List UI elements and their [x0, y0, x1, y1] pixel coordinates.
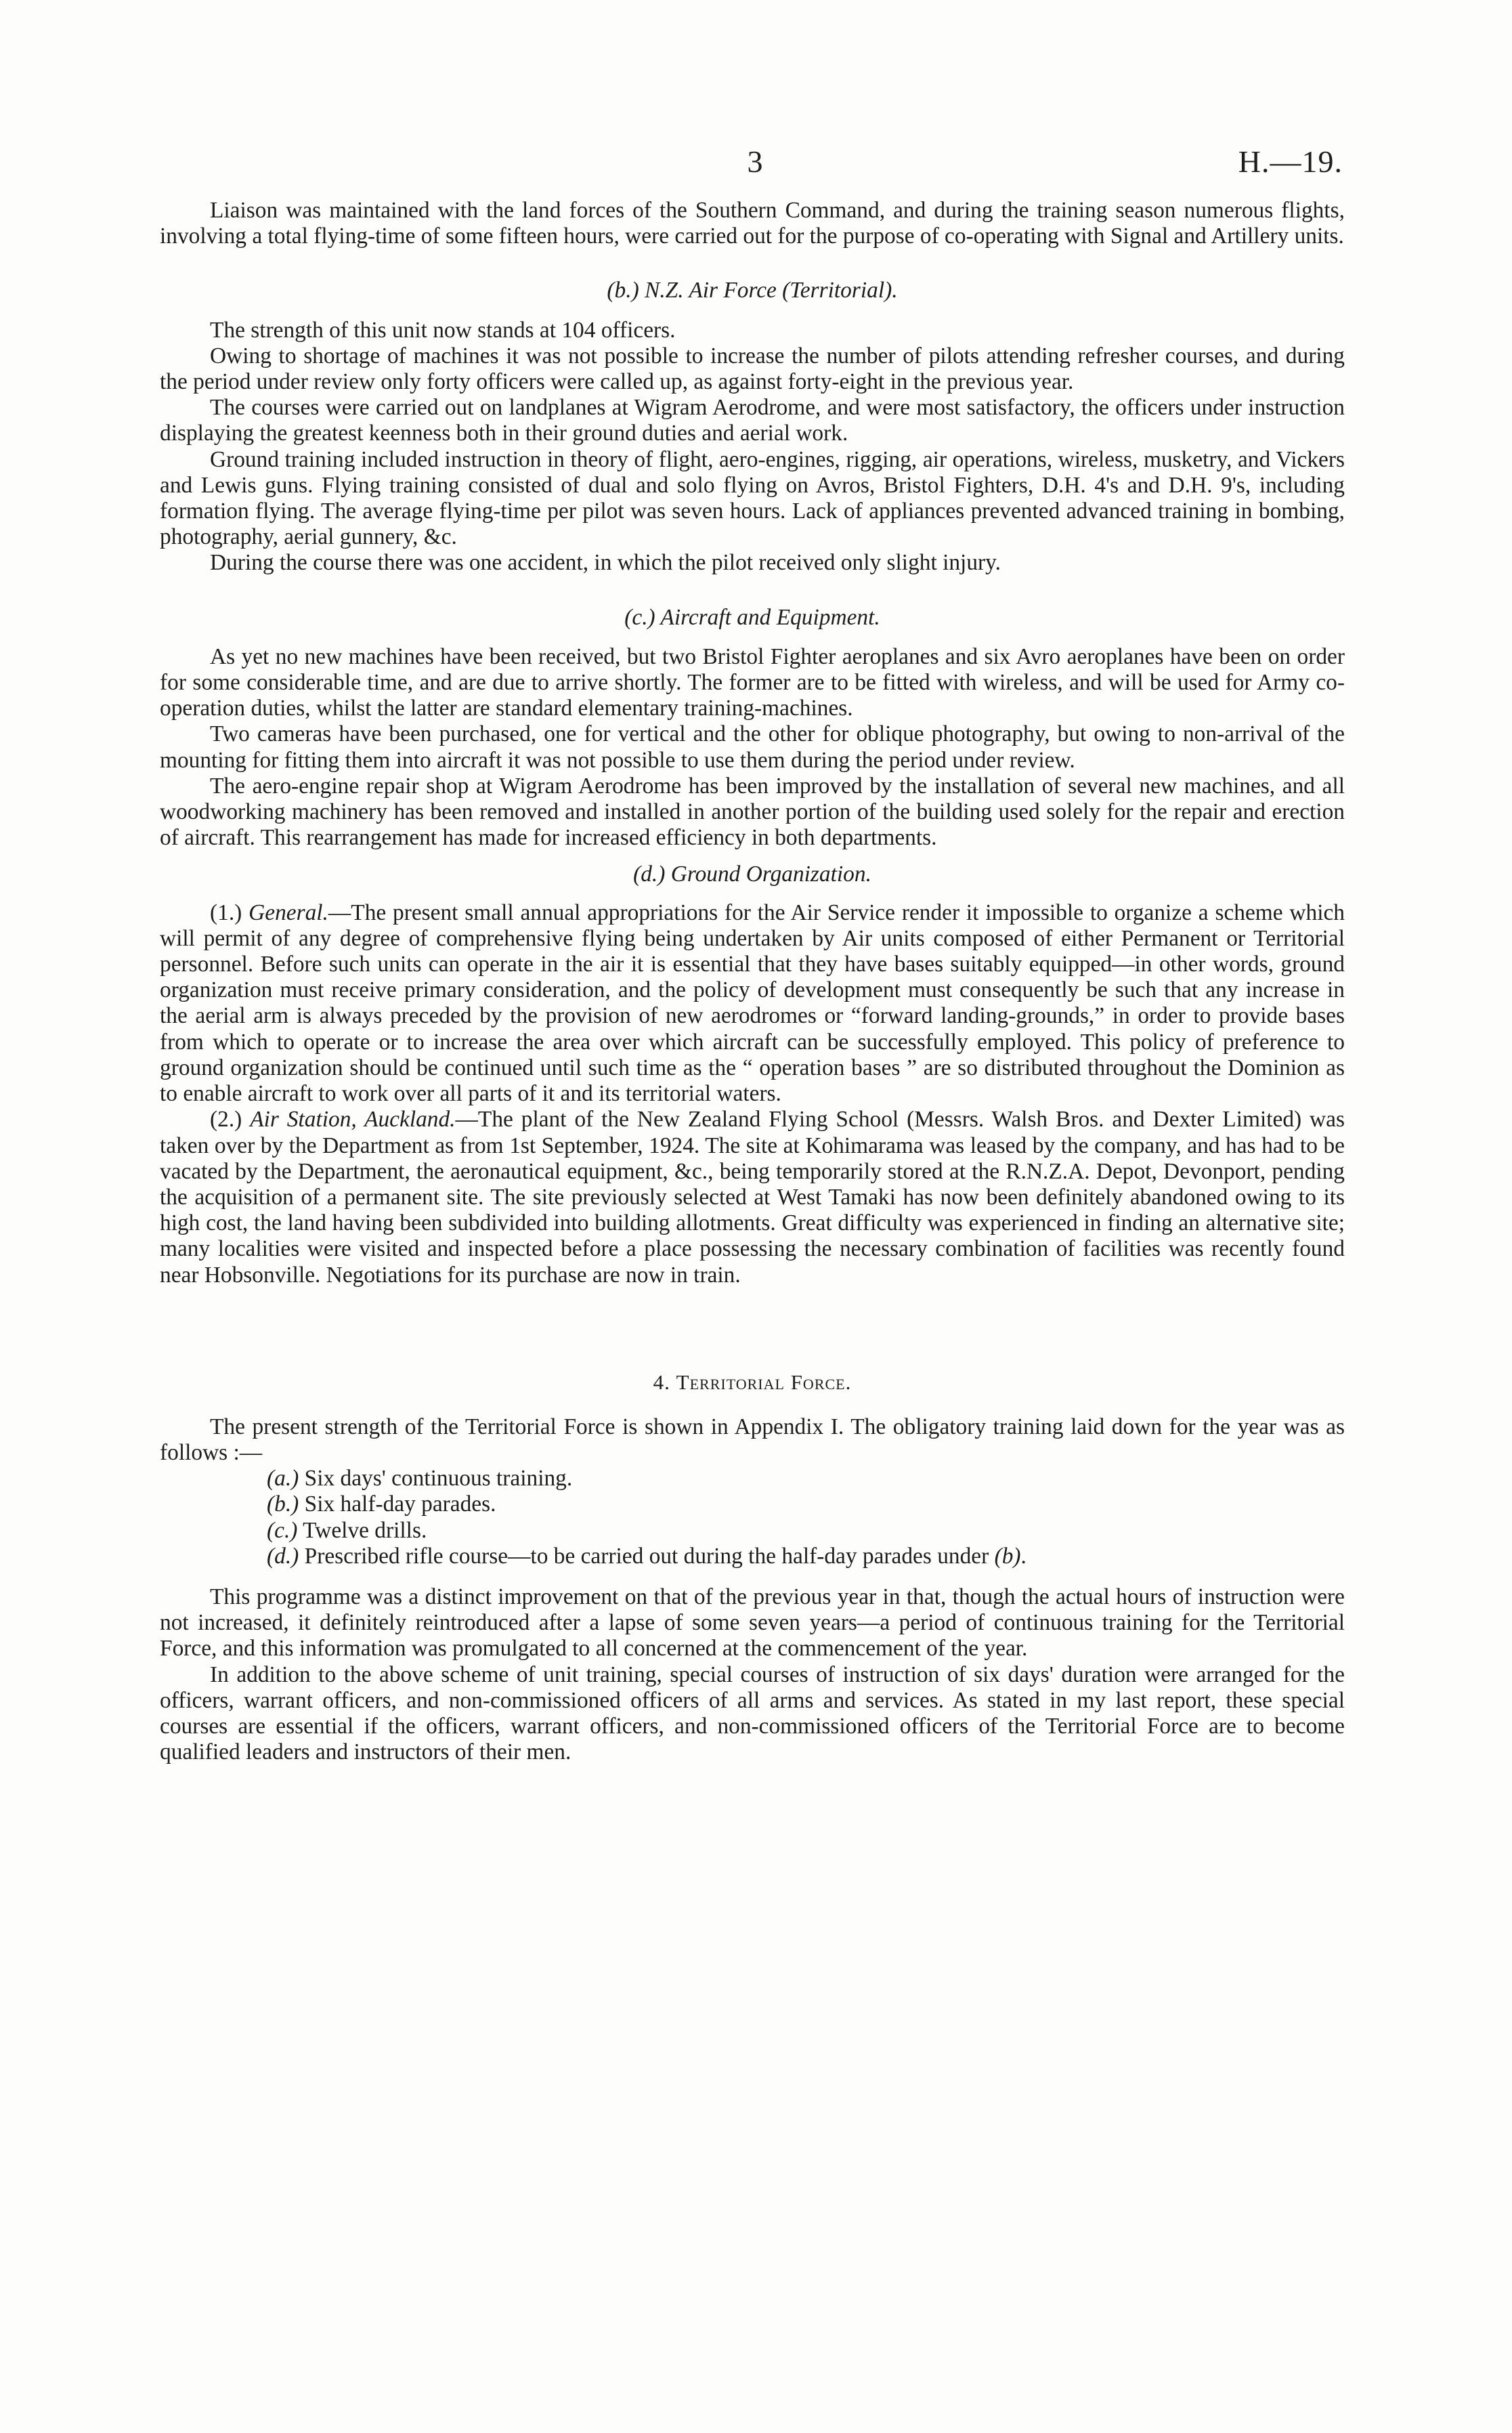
report-id: H.—19. — [1238, 144, 1343, 179]
list-item — [267, 1518, 1345, 1544]
section-4-paragraph: This programme was a distinct improvement on that of the previous year in that, though the actual hours of instruction were not increased, it definitely reintroduced after a lapse of some seven years—a period of continuous training for the Territorial Force, and this information was promulgated to all concerned at the commencement of the year. — [160, 1584, 1345, 1662]
list-item-ref: (b) — [994, 1543, 1021, 1569]
general-text: —The present small annual appropriations for the Air Service render it impossible to organize a scheme which will permit of any degree of comprehensive flying being undertaken by Air units composed of either Permanent or Territorial personnel. Before such units can operate in the air it is essential that they have bases suitably equipped—in other words, ground organization must receive primary consideration, and the policy of development must consequently be such that any increase in the aerial arm is always preceded by the provision of new aerodromes or “forward landing-grounds,” in order to provide bases from which to operate or to increase the area over which aircraft can be successfully employed. This policy of preference to ground organization should be continued until such time as the “ operation bases ” are so distributed throughout the Dominion as to enable aircraft to work over all parts of it and its territorial waters. — [160, 900, 1345, 1107]
general-number: (1.) — [210, 900, 242, 925]
section-c-heading: (c.) Aircraft and Equipment. — [624, 604, 880, 630]
list-item-text: Six half-day parades. — [304, 1491, 496, 1517]
list-item — [267, 1544, 1345, 1569]
air-station-number: (2.) — [210, 1107, 242, 1133]
list-item — [267, 1491, 1345, 1517]
list-item-mark: (b.) — [267, 1491, 299, 1517]
air-station-text: —The plant of the New Zealand Flying School (Messrs. Walsh Bros. and Dexter Limited) was taken over by the Department as from 1st September, 1924. The site at Kohimarama was leased by the company, and has had to be vacated by the Department, the aeronautical equipment, &c., being temporarily stored at the R.N.Z.A. Depot, Devonport, pending the acquisition of a permanent site. The site previously selected at West Tamaki has now been definitely abandoned owing to its high cost, the land having been subdivided into building allotments. Great difficulty was experienced in finding an alternative site; many localities were visited and inspected before a place possessing the necessary combination of facilities was recently found near Hobsonville. Negotiations for its purchase are now in train. — [160, 1107, 1345, 1288]
section-c-paragraph: The aero-engine repair shop at Wigram Aerodrome has been improved by the installation of several new machines, and all woodworking machinery has been removed and installed in another portion of the building used solely for the repair and erection of aircraft. This rearrangement has made for increased efficiency in both departments. — [160, 773, 1345, 851]
section-d-heading: (d.) Ground Organization. — [633, 862, 871, 887]
list-item-text: Six days' continuous training. — [304, 1466, 573, 1491]
liaison-paragraph: Liaison was maintained with the land forces of the Southern Command, and during the training season numerous flights, involving a total flying-time of some fifteen hours, were carried out for the purpose of co-operating with Signal and Artillery units. — [160, 198, 1345, 249]
air-station-paragraph — [160, 1107, 1345, 1288]
section-b-paragraph: The courses were carried out on landplanes at Wigram Aerodrome, and were most satisfactory, the officers under instruction displaying the greatest keenness both in their ground duties and aerial work. — [160, 395, 1345, 446]
section-4-title: Territorial Force. — [676, 1370, 852, 1394]
list-item-mark: (a.) — [267, 1466, 299, 1491]
section-4-heading — [160, 1370, 1345, 1395]
list-item-end: . — [1020, 1543, 1027, 1569]
page-header — [0, 144, 1512, 184]
section-4-number: 4. — [653, 1370, 670, 1394]
section-c-paragraph: Two cameras have been purchased, one for vertical and the other for oblique photography, but owing to non-arrival of the mounting for fitting them into aircraft it was not possible to use them during the period under review. — [160, 721, 1345, 773]
general-title: General. — [249, 900, 328, 925]
training-list — [267, 1466, 1345, 1569]
document-body — [160, 198, 1345, 1765]
list-item-text: Twelve drills. — [303, 1517, 427, 1543]
list-item-mark: (d.) — [267, 1543, 299, 1569]
list-item-text: Prescribed rifle course—to be carried out during the half-day parades under — [304, 1543, 989, 1569]
list-item-mark: (c.) — [267, 1517, 298, 1543]
section-b-paragraph: Ground training included instruction in theory of flight, aero-engines, rigging, air operations, wireless, musketry, and Vickers and Lewis guns. Flying training consisted of dual and solo flying on Avros, Bristol Fighters, D.H. 4's and D.H. 9's, including formation flying. The average flying-time per pilot was seven hours. Lack of appliances prevented advanced training in bombing, photography, aerial gunnery, &c. — [160, 446, 1345, 550]
page-number: 3 — [747, 144, 763, 179]
section-b-paragraph: The strength of this unit now stands at 104 officers. — [210, 317, 676, 343]
section-b-paragraph: During the course there was one accident, in which the pilot received only slight injury. — [210, 550, 1001, 576]
section-b-paragraph: Owing to shortage of machines it was not possible to increase the number of pilots attending refresher courses, and during the period under review only forty officers were called up, as against forty-eight in the previous year. — [160, 343, 1345, 395]
section-b-heading: (b.) N.Z. Air Force (Territorial). — [607, 278, 898, 303]
section-4-paragraph: In addition to the above scheme of unit training, special courses of instruction of six days' duration were arranged for the officers, warrant officers, and non-commissioned officers of all arms and services. As stated in my last report, these special courses are essential if the officers, warrant officers, and non-commissioned officers of the Territorial Force are to become qualified leaders and instructors of their men. — [160, 1662, 1345, 1765]
section-c-paragraph: As yet no new machines have been received, but two Bristol Fighter aeroplanes and six Avro aeroplanes have been on order for some considerable time, and are due to arrive shortly. The former are to be fitted with wireless, and will be used for Army co-operation duties, whilst the latter are standard elementary training-machines. — [160, 643, 1345, 721]
general-paragraph — [160, 900, 1345, 1107]
air-station-title: Air Station, Auckland. — [250, 1107, 456, 1133]
section-4-intro: The present strength of the Territorial Force is shown in Appendix I. The obligatory training laid down for the year was as follows :— — [160, 1414, 1345, 1465]
list-item — [267, 1466, 1345, 1491]
